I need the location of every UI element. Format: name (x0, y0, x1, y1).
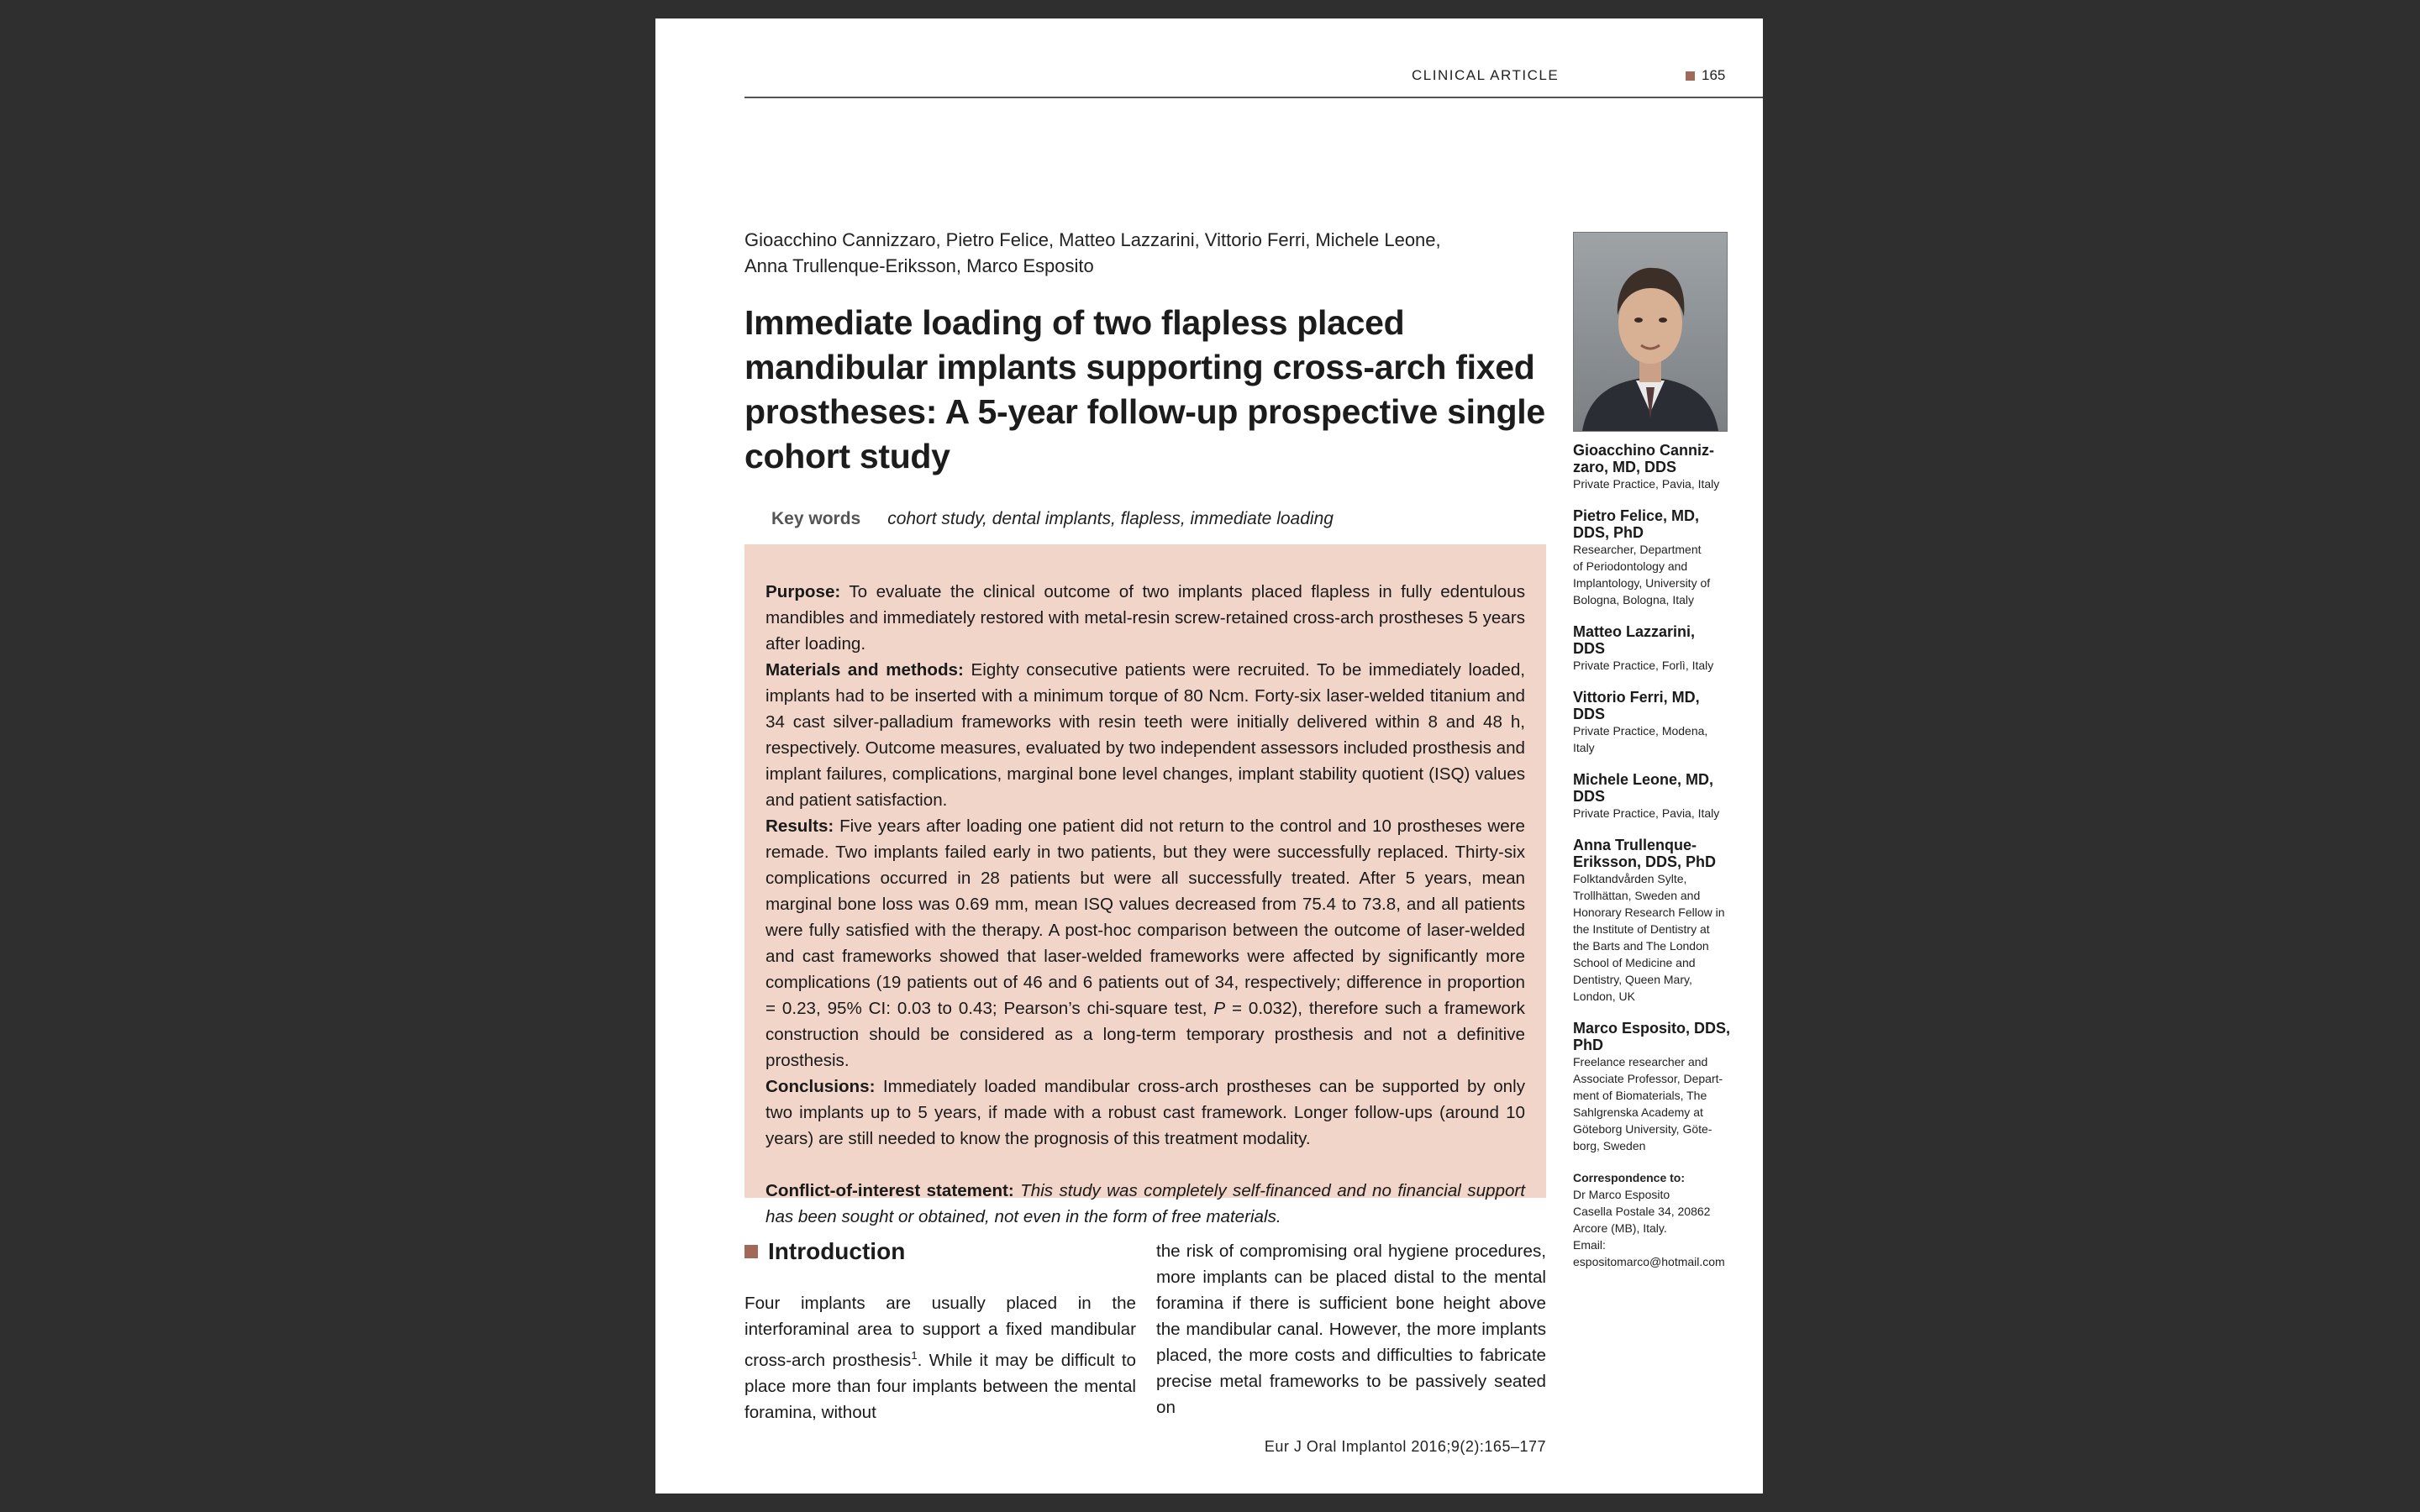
keywords-label: Key words (771, 509, 861, 528)
sidebar-author (1573, 689, 1738, 756)
results-p-value-symbol: P (1213, 999, 1226, 1018)
sidebar-author-name: Matteo Lazzarini, DDS (1573, 623, 1696, 657)
results-text-1: Five years after loading one patient did not return to the control and 10 prostheses were remade. Two implants failed early in two patients, but they were successfully replaced. Thirty-six complications occurred in 28 patients but were all successfully treated. After 5 years, mean marginal bone loss was 0.69 mm, mean ISQ values decreased from 75.4 to 73.8, and all patients were fully satisfied with the therapy. A post-hoc comparison between the outcome of laser-welded and cast frameworks showed that laser-welded frameworks were affected by significantly more complications (19 patients out of 46 and 6 patients out of 34, respectively; difference in proportion = 0.23, 95% CI: 0.03 to 0.43; Pearson’s chi-square test, (765, 816, 1525, 1018)
results-text-2: = 0.032), therefore such a framework construction should be considered as a long-term temporary prosthesis and not a definitive prosthesis. (765, 999, 1525, 1070)
intro-paragraph-continued: the risk of compromising oral hygiene procedures, more implants can be placed distal to the mental foramina if there is sufficient bone height above the mandibular canal. However, the more implants placed, the more costs and difficulties to fabricate precise metal frameworks to be passively seated on (1156, 1242, 1546, 1417)
body-column-2 (1156, 1238, 1546, 1420)
conclusions-text: Immediately loaded mandibular cross-arch prostheses can be supported by only two implants up to 5 years, if made with a robust cast framework. Longer follow-ups (around 10 years) are still needed to know the prognosis of this treatment modality. (765, 1077, 1525, 1148)
abstract-methods (765, 657, 1525, 813)
correspondence-line: Arcore (MB), Italy. (1573, 1221, 1667, 1235)
author-photo (1573, 232, 1728, 432)
author-line-2: Anna Trullenque-Eriksson, Marco Esposito (744, 255, 1094, 276)
sidebar-author (1573, 442, 1738, 492)
sidebar-author-name: Marco Esposito, DDS, PhD (1573, 1020, 1731, 1053)
correspondence (1573, 1169, 1738, 1270)
abstract-purpose (765, 579, 1525, 657)
sidebar-author (1573, 837, 1738, 1005)
purpose-label: Purpose: (765, 582, 841, 601)
abstract-box (744, 544, 1546, 1226)
author-sidebar (1573, 442, 1738, 1285)
keywords (771, 509, 1528, 529)
coi-text: This study was completely self-financed and no financial support has been sought or obtained, not even in the form of free materials. (765, 1181, 1525, 1226)
spacer (765, 1152, 1525, 1178)
keywords-text: cohort study, dental implants, flapless, immediate loading (887, 509, 1334, 528)
abstract-results (765, 813, 1525, 1074)
methods-text: Eighty consecutive patients were recruited. To be immediately loaded, implants had to be inserted with a minimum torque of 80 Ncm. Forty-six laser-welded titanium and 34 cast silver-palladium frameworks with resin teeth were initially delivered within 8 and 48 h, respectively. Outcome measures, evaluated by two independent assessors included prosthesis and implant failures, complications, marginal bone level changes, implant stability quotient (ISQ) values and patient satisfaction. (765, 660, 1526, 810)
correspondence-line: Dr Marco Esposito (1573, 1188, 1670, 1201)
sidebar-author-name: Gioacchino Canniz- zaro, MD, DDS (1573, 442, 1715, 475)
sidebar-author-affiliation: Freelance researcher and Associate Professor, Depart- ment of Biomaterials, The Sahlgrenska Academy at Göteborg University, Göte- borg, Sweden (1573, 1055, 1723, 1152)
sidebar-author-name: Anna Trullenque- Eriksson, DDS, PhD (1573, 837, 1717, 870)
introduction-heading (744, 1238, 905, 1265)
sidebar-author-affiliation: Private Practice, Pavia, Italy (1573, 806, 1720, 820)
sidebar-author-affiliation: Researcher, Department of Periodontology and Implantology, University of Bologna, Bologna, Italy (1573, 543, 1711, 606)
square-bullet-icon (744, 1245, 758, 1258)
sidebar-author-affiliation: Private Practice, Forlì, Italy (1573, 659, 1714, 672)
conclusions-label: Conclusions: (765, 1077, 876, 1096)
article-page (655, 18, 1763, 1494)
abstract-coi (765, 1178, 1525, 1230)
page-number-text: 165 (1702, 67, 1726, 83)
intro-text-b: . While it may be difficult to place more than four implants between the mental foramina, without (744, 1350, 1137, 1422)
correspondence-label: Correspondence to: (1573, 1171, 1686, 1184)
article-title: Immediate loading of two flapless placed mandibular implants supporting cross-arch fixed prostheses: A 5-year follow-up prospective single cohort study (744, 303, 1545, 475)
sidebar-author-affiliation: Private Practice, Modena, Italy (1573, 724, 1708, 754)
coi-label: Conflict-of-interest statement: (765, 1181, 1014, 1200)
author-portrait-image (1574, 233, 1727, 431)
correspondence-email[interactable]: espositomarco@hotmail.com (1573, 1255, 1725, 1268)
sidebar-author (1573, 1020, 1738, 1154)
sidebar-author-name: Pietro Felice, MD, DDS, PhD (1573, 507, 1700, 541)
purpose-text: To evaluate the clinical outcome of two implants placed flapless in fully edentulous mandibles and immediately restored with metal-resin screw-retained cross-arch prostheses 5 years after loading. (765, 582, 1525, 654)
journal-citation: Eur J Oral Implantol 2016;9(2):165–177 (1264, 1438, 1546, 1455)
abstract-conclusions (765, 1074, 1525, 1152)
reference-superscript: 1 (911, 1349, 918, 1362)
sidebar-author (1573, 623, 1738, 674)
sidebar-author (1573, 771, 1738, 822)
sidebar-author-affiliation: Private Practice, Pavia, Italy (1573, 477, 1720, 491)
correspondence-line: Casella Postale 34, 20862 (1573, 1205, 1711, 1218)
sidebar-author (1573, 507, 1738, 608)
introduction-heading-text: Introduction (768, 1238, 906, 1264)
author-list (744, 227, 1467, 279)
sidebar-author-name: Vittorio Ferri, MD, DDS (1573, 689, 1700, 722)
sidebar-author-name: Michele Leone, MD, DDS (1573, 771, 1714, 805)
page-number (1686, 67, 1725, 84)
running-head: CLINICAL ARTICLE (1412, 67, 1560, 83)
results-label: Results: (765, 816, 834, 836)
body-column-1 (744, 1290, 1136, 1425)
square-bullet-icon (1686, 71, 1695, 81)
methods-label: Materials and methods: (765, 660, 964, 680)
intro-paragraph (744, 1290, 1136, 1425)
intro-text-a: Four implants are usually placed in the interforaminal area to support a fixed mandibular cross-arch prosthesis (744, 1294, 1136, 1370)
correspondence-line: Email: (1573, 1238, 1606, 1252)
author-line-1: Gioacchino Cannizzaro, Pietro Felice, Matteo Lazzarini, Vittorio Ferri, Michele Leone, (744, 229, 1441, 250)
header-rule (744, 97, 1763, 98)
sidebar-author-affiliation: Folktandvården Sylte, Trollhättan, Sweden and Honorary Research Fellow in the Institute of Dentistry at the Barts and The London School of Medicine and Dentistry, Queen Mary, London, UK (1573, 872, 1725, 1003)
